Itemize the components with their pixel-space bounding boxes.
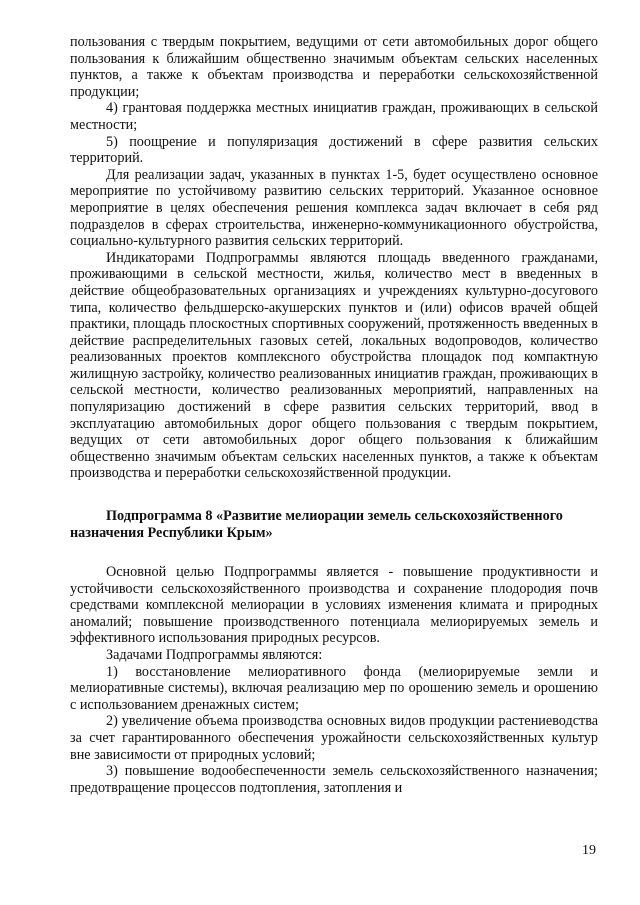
task-item-2: 2) увеличение объема производства основных видов продукции растениеводства за счет гарантированного обеспечения урожайности сельскохозяйственных культур вне зависимости от природных условий; xyxy=(70,713,598,763)
paragraph-continuation: пользования с твердым покрытием, ведущими от сети автомобильных дорог общего пользования к ближайшим общественно значимым объектам сельских населенных пунктов, а также к объектам производства и переработки сельскохозяйственной продукции; xyxy=(70,34,598,100)
paragraph-tasks-realization: Для реализации задач, указанных в пунктах 1-5, будет осуществлено основное мероприятие по устойчивому развитию сельских территорий. Указанное основное мероприятие в целях обеспечения решения комплекса задач включает в себя ряд подразделов в сферах строительства, инженерно-коммуникационного обустройства, социально-культурного развития сельских территорий. xyxy=(70,166,598,250)
task-item-3: 3) повышение водообеспеченности земель сельскохозяйственного назначения; предотвращение процессов подтопления, затопления и xyxy=(70,763,598,796)
list-item-5: 5) поощрение и популяризация достижений в сфере развития сельских территорий. xyxy=(70,133,598,167)
tasks-intro: Задачами Подпрограммы являются: xyxy=(106,647,323,663)
document-page xyxy=(70,34,598,796)
paragraph-goal: Основной целью Подпрограммы является - повышение продуктивности и устойчивости сельскохозяйственного производства и сохранение плодородия почв средствами комплексной мелиорации в условиях изменения климата и природных аномалий; повышение производственного потенциала мелиорируемых земель и эффективного использования природных ресурсов. xyxy=(70,564,598,647)
page-number: 19 xyxy=(582,843,596,858)
task-item-1: 1) восстановление мелиоративного фонда (мелиорируемые земли и мелиоративные системы), включая реализацию мер по орошению земель и орошению с использованием дренажных систем; xyxy=(70,663,598,713)
paragraph-indicators: Индикаторами Подпрограммы являются площадь введенного гражданами, проживающими в сельской местности, жилья, количество мест в введенных в действие общеобразовательных организациях и учреждениях культурно-досугового типа, количество фельдшерско-акушерских пунктов и (или) офисов врачей общей практики, площадь плоскостных спортивных сооружений, протяженность введенных в действие распределительных газовых сетей, локальных водопроводов, количество реализованных проектов комплексного обустройства площадок под компактную жилищную застройку, количество реализованных инициатив граждан, проживающих в сельской местности, количество реализованных мероприятий, направленных на популяризацию достижений в сфере развития сельских территорий, ввод в эксплуатацию автомобильных дорог общего пользования с твердым покрытием, ведущих от сети автомобильных дорог общего пользования к ближайшим общественно значимым объектам сельских населенных пунктов, а также к объектам производства и переработки сельскохозяйственной продукции. xyxy=(70,249,598,482)
list-item-4: 4) грантовая поддержка местных инициатив граждан, проживающих в сельской местности; xyxy=(70,100,598,133)
subprogram-heading: Подпрограмма 8 «Развитие мелиорации земель сельскохозяйственного назначения Республики Крым» xyxy=(70,508,563,542)
